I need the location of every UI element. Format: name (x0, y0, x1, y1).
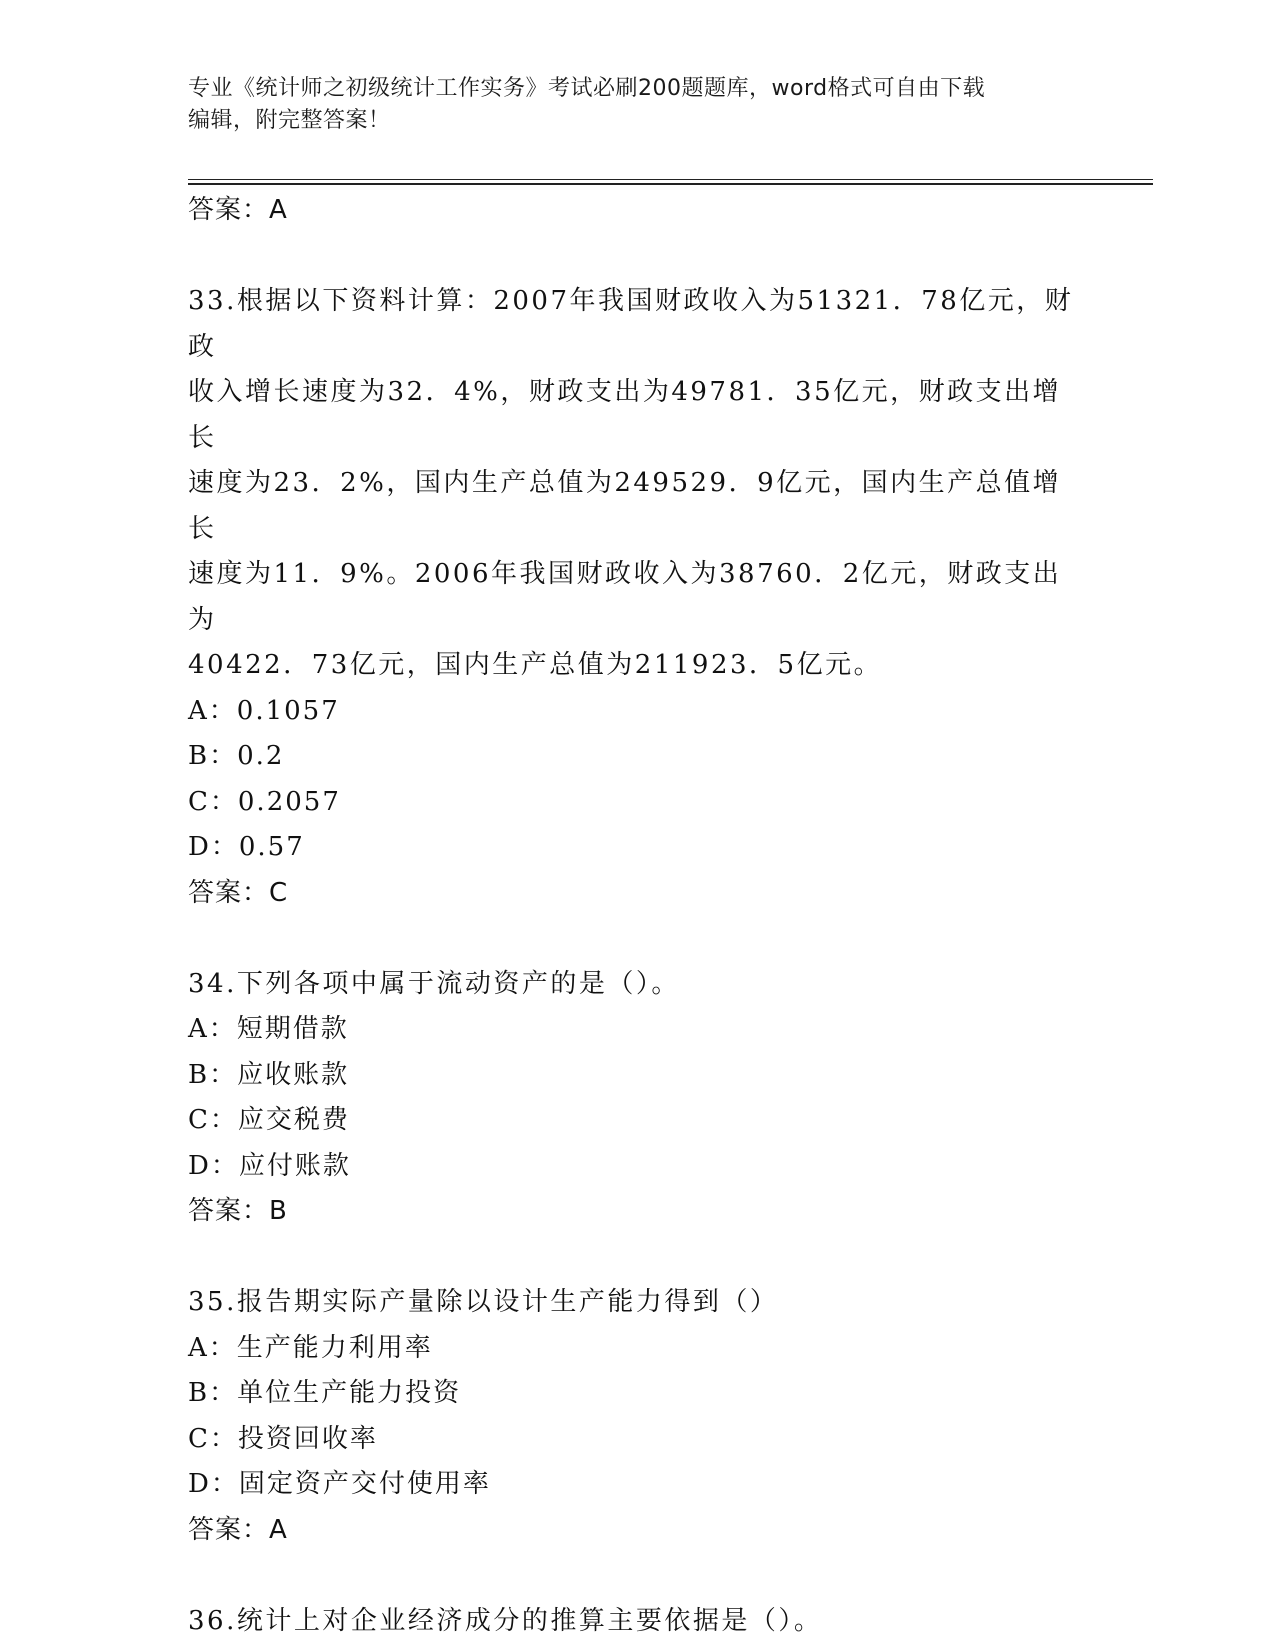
question-35 (188, 1280, 1088, 1553)
question-33-option-b: B：0.2 (188, 741, 285, 771)
header-divider-thick (188, 183, 1153, 185)
question-34-option-c: C：应交税费 (188, 1105, 350, 1135)
header-line-2: 编辑，附完整答案！ (188, 108, 391, 133)
question-list (188, 188, 1088, 1644)
question-36 (188, 1599, 1088, 1645)
question-34-option-a: A：短期借款 (188, 1014, 349, 1044)
question-33-answer: 答案：C (188, 877, 289, 908)
question-35-option-a: A：生产能力利用率 (188, 1332, 433, 1363)
question-34 (188, 962, 1088, 1235)
spacer (188, 1553, 1088, 1599)
spacer (188, 1235, 1088, 1281)
question-34-option-d: D：应付账款 (188, 1150, 351, 1181)
question-33-option-c: C：0.2057 (188, 786, 341, 817)
spacer (188, 234, 1088, 280)
spacer (188, 916, 1088, 962)
question-35-option-c: C：投资回收率 (188, 1423, 378, 1454)
question-35-option-b: B：单位生产能力投资 (188, 1378, 462, 1408)
header-line-1: 专业《统计师之初级统计工作实务》考试必刷200题题库，word格式可自由下载 (188, 76, 986, 101)
question-35-option-d: D：固定资产交付使用率 (188, 1469, 491, 1499)
previous-answer: 答案：A (188, 195, 288, 225)
question-33-line-3: 速度为23．2%，国内生产总值为249529．9亿元，国内生产总值增长 (188, 468, 1062, 544)
question-34-answer: 答案：B (188, 1196, 288, 1226)
question-33-line-5: 40422．73亿元，国内生产总值为211923．5亿元。 (188, 650, 883, 680)
page-header (188, 73, 1088, 137)
question-33-line-4: 速度为11．9%。2006年我国财政收入为38760．2亿元，财政支出为 (188, 559, 1062, 635)
question-36-text: 36.统计上对企业经济成分的推算主要依据是（）。 (188, 1605, 823, 1636)
question-33-option-d: D：0.57 (188, 832, 305, 862)
question-33 (188, 279, 1088, 916)
header-divider-thin (188, 179, 1153, 180)
question-33-line-2: 收入增长速度为32．4%，财政支出为49781．35亿元，财政支出增长 (188, 377, 1062, 453)
question-33-option-a: A：0.1057 (188, 695, 340, 726)
question-34-text: 34.下列各项中属于流动资产的是（）。 (188, 968, 680, 999)
question-33-line-1: 33.根据以下资料计算：2007年我国财政收入为51321．78亿元，财政 (188, 286, 1074, 362)
question-35-answer: 答案：A (188, 1514, 288, 1545)
question-34-option-b: B：应收账款 (188, 1059, 350, 1090)
question-35-text: 35.报告期实际产量除以设计生产能力得到（） (188, 1287, 779, 1317)
